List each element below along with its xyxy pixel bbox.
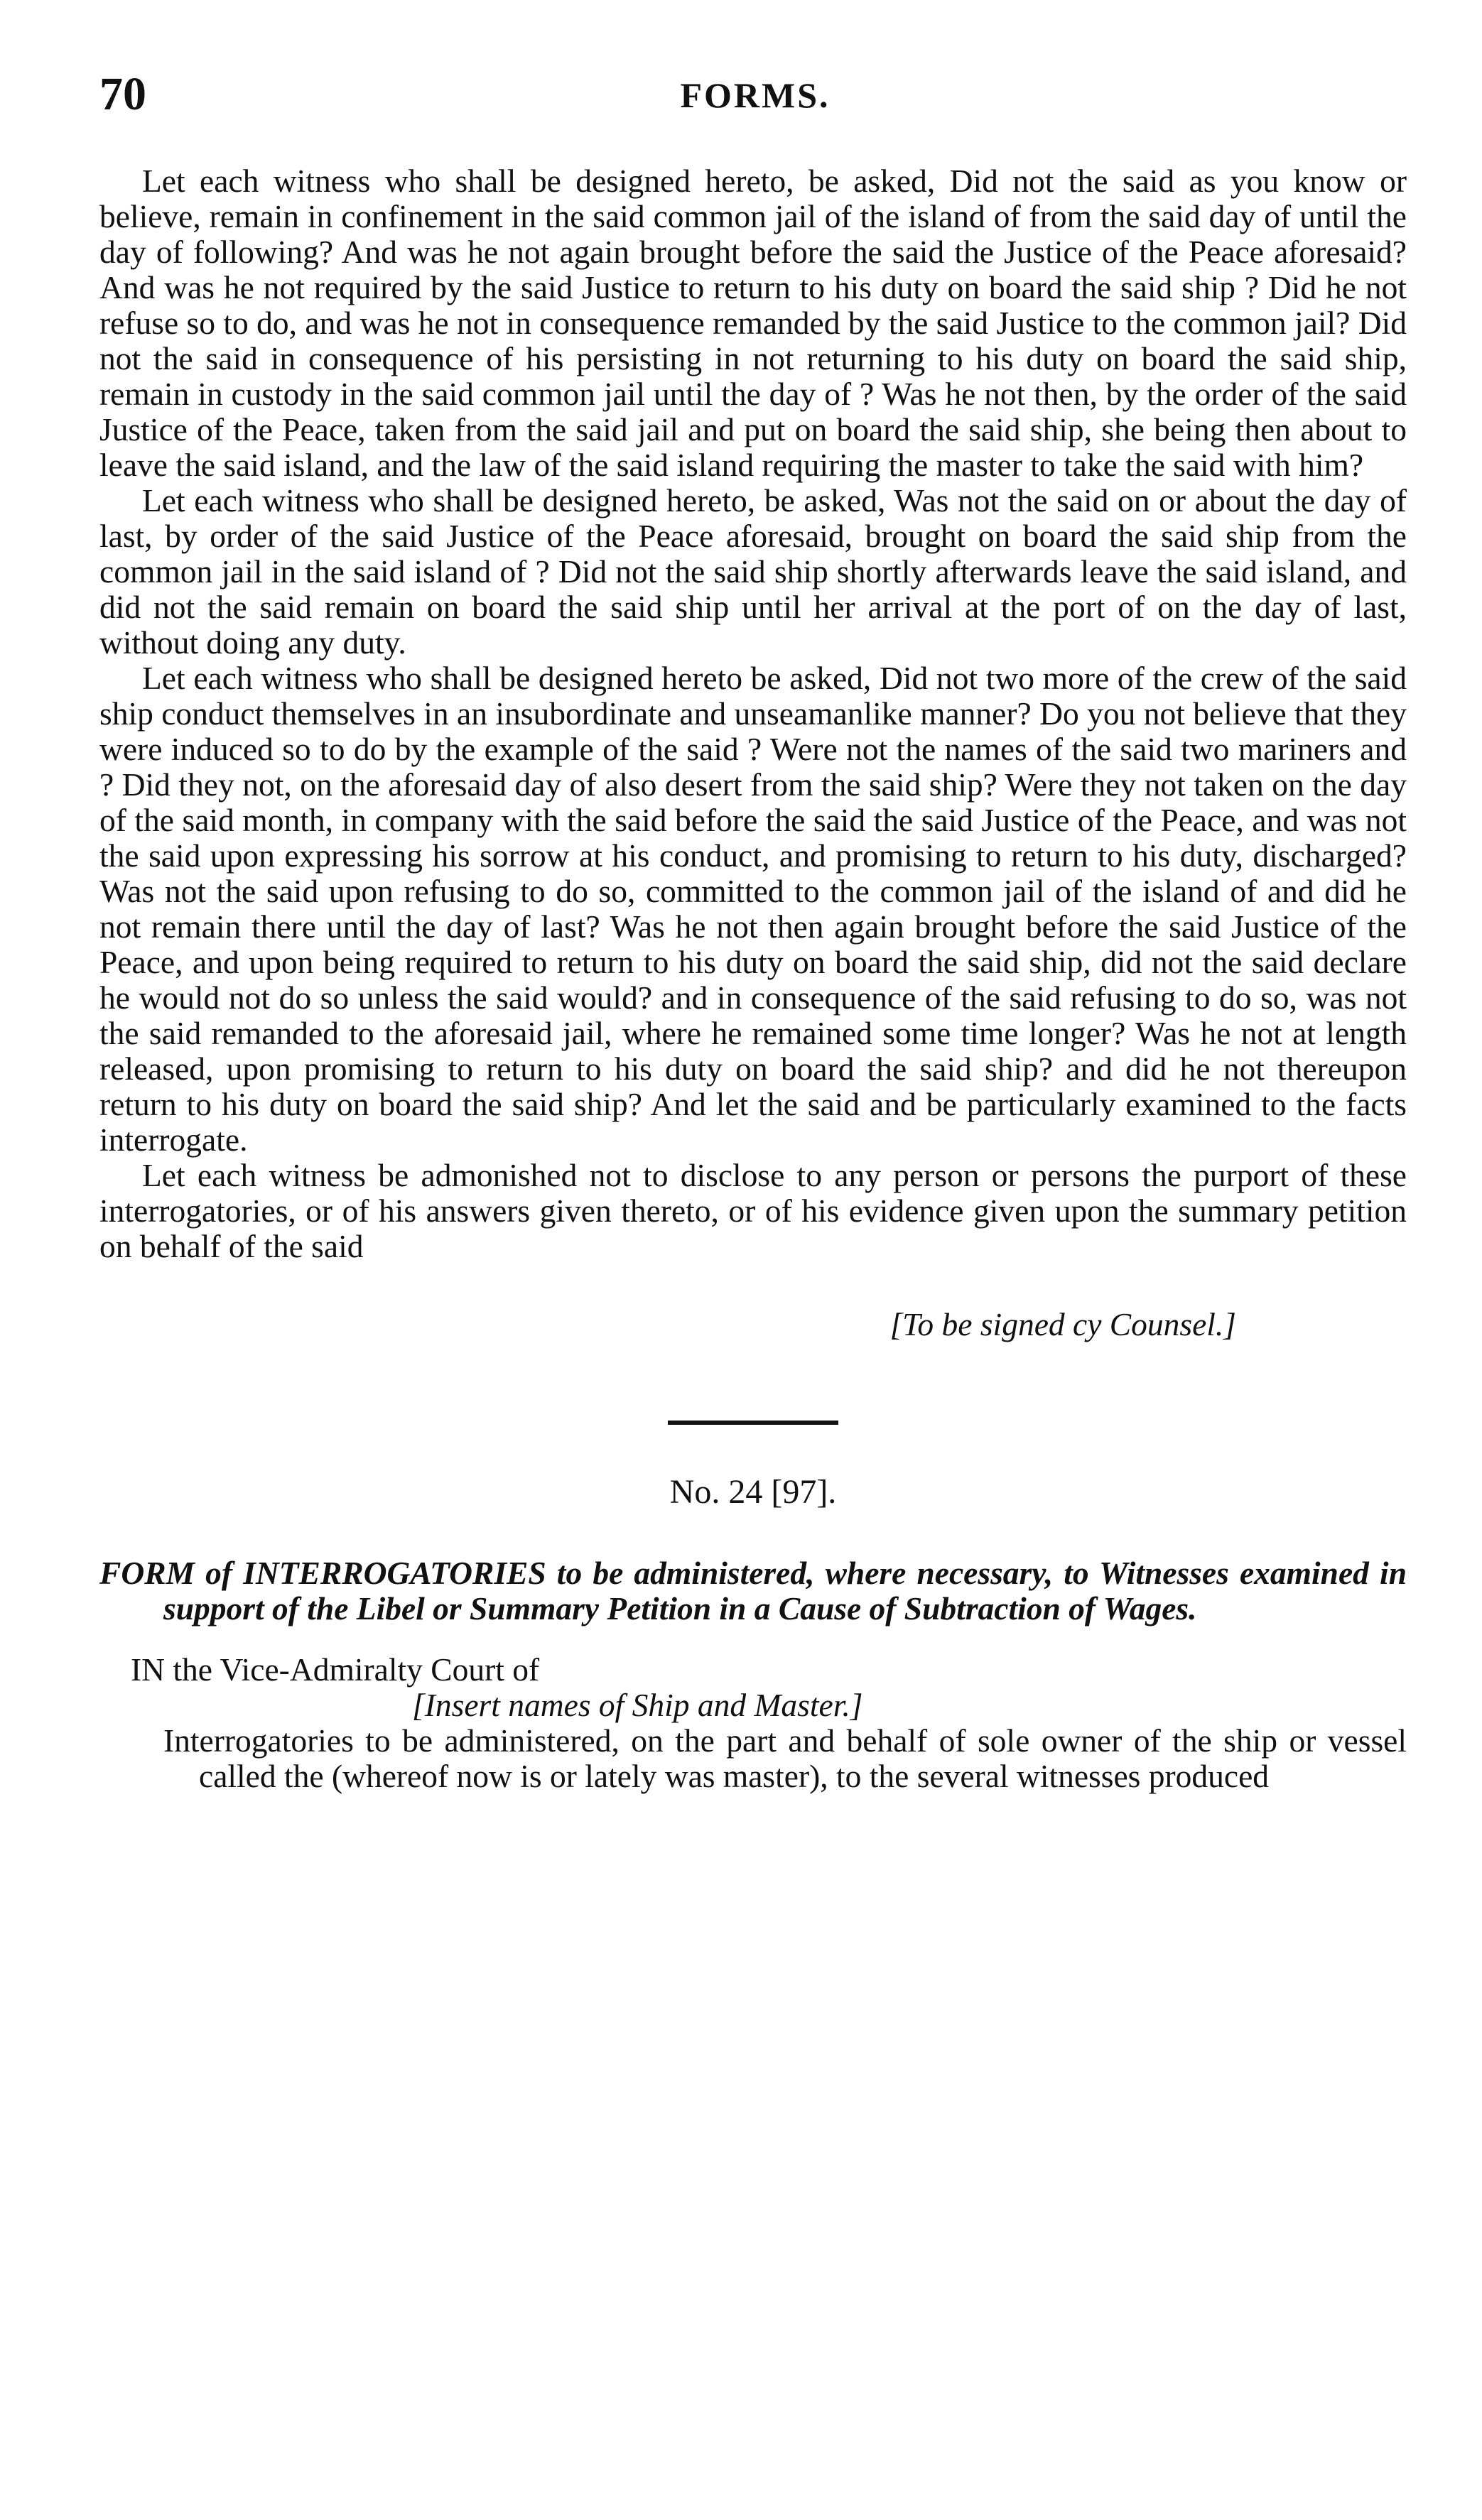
page-body (99, 163, 1407, 1794)
page-number: 70 (99, 68, 146, 120)
form-number: No. 24 [97]. (669, 1473, 837, 1511)
court-line: IN the Vice-Admiralty Court of (131, 1651, 540, 1688)
paragraph-witness-crew-conduct: Let each witness who shall be designed hereto be asked, Did not two more of the crew of the said ship conduct themselves in an insubordinate and unseamanlike manner? Do you not believe that they were induced so to do by the example of the said ? Were not the names of the said two mariners and ? Did they not, on the aforesaid day of also desert from the said ship? Were they not taken on the day of the said month, in company with the said before the said the said Justice of the Peace, and was not the said upon expressing his sorrow at his conduct, and promising to return to his duty, discharged? Was not the said upon refusing to do so, committed to the common jail of the island of and did he not remain there until the day of last? Was he not then again brought before the said Justice of the Peace, and upon being required to return to his duty on board the said ship, did not the said declare he would not do so unless the said would? and in consequence of the said refusing to do so, was not the said remanded to the aforesaid jail, where he remained some time longer? Was he not at length released, upon promising to return to his duty on board the said ship? and did he not thereupon return to his duty on board the said ship? And let the said and be particularly examined to the facts interrogate. (99, 660, 1407, 1158)
paragraph-witness-confinement: Let each witness who shall be designed hereto, be asked, Did not the said as you know or believe, remain in confinement in the said common jail of the island of from the said day of until the day of following? And was he not again brought before the said the Justice of the Peace aforesaid? And was he not required by the said Justice to return to his duty on board the said ship ? Did he not refuse so to do, and was he not in consequence remanded by the said Justice to the common jail? Did not the said in consequence of his persisting in not returning to his duty on board the said ship, remain in custody in the said common jail until the day of ? Was he not then, by the order of the said Justice of the Peace, taken from the said jail and put on board the said ship, she being then about to leave the said island, and the law of the said island requiring the master to take the said with him? (99, 163, 1407, 483)
insert-note: [Insert names of Ship and Master.] (412, 1687, 863, 1723)
signed-by-counsel-note: [To be signed cy Counsel.] (889, 1306, 1236, 1342)
paragraph-admonition: Let each witness be admonished not to disclose to any person or persons the purport of these interrogatories, or of his answers given thereto, or of his evidence given upon the summary petition on behalf of the said (99, 1157, 1407, 1264)
section-divider (668, 1421, 838, 1425)
form-title: FORM of INTERROGATORIES to be administered, where necessary, to Witnesses examined in support of the Libel or Summary Petition in a Cause of Subtraction of Wages. (99, 1555, 1407, 1626)
paragraph-witness-brought-on-board: Let each witness who shall be designed hereto, be asked, Was not the said on or about the day of last, by order of the said Justice of the Peace aforesaid, brought on board the said ship from the common jail in the said island of ? Did not the said ship shortly afterwards leave the said island, and did not the said remain on board the said ship until her arrival at the port of on the day of last, without doing any duty. (99, 482, 1407, 661)
running-head: FORMS. (680, 75, 831, 115)
page-header (99, 67, 1411, 131)
interrogatories-intro: Interrogatories to be administered, on the part and behalf of sole owner of the ship or vessel called the (whereof now is or lately was master), to the several witnesses produced (163, 1722, 1407, 1794)
